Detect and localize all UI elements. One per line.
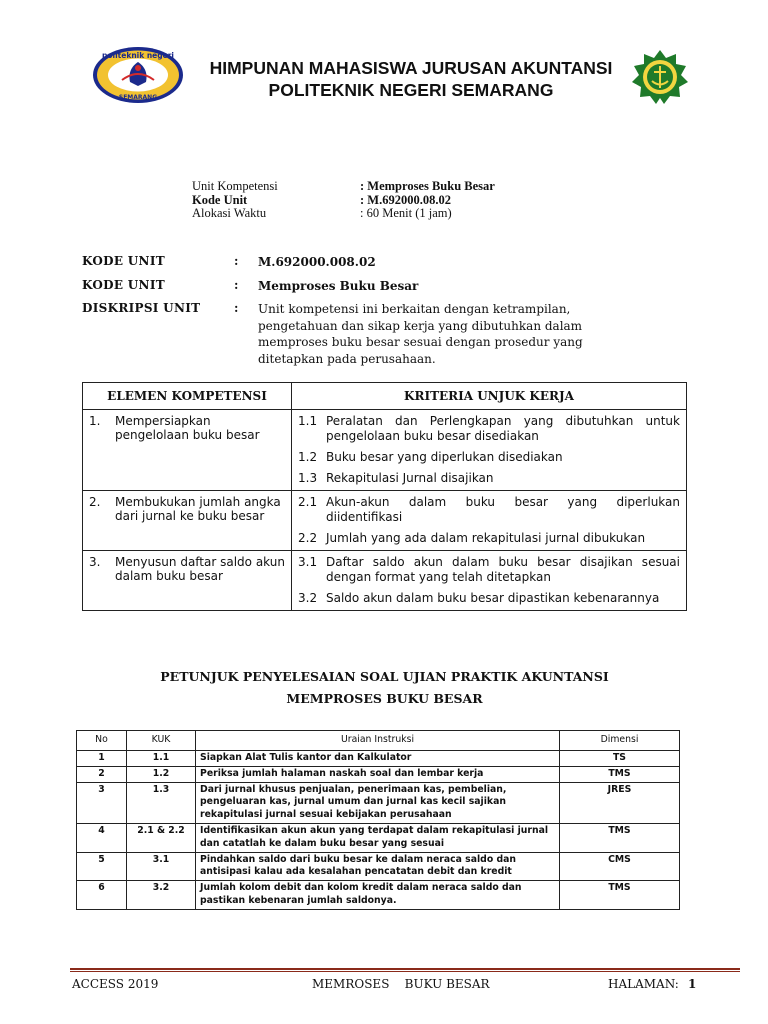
element-cell [83, 410, 292, 491]
unit-name-row [82, 278, 638, 295]
instruction-row [77, 852, 680, 881]
criteria-text: Buku besar yang diperlukan disediakan [326, 450, 563, 464]
instructions-title [82, 666, 687, 710]
instruction-dimension: CMS [560, 852, 680, 881]
instructions-title-line1: PETUNJUK PENYELESAIAN SOAL UJIAN PRAKTIK AKUNTANSI [160, 669, 609, 684]
instruction-text: Siapkan Alat Tulis kantor dan Kalkulator [196, 751, 560, 767]
instruction-dimension: TS [560, 751, 680, 767]
instruction-text: Identifikasikan akun akun yang terdapat dalam rekapitulasi jurnal dan catatlah ke dalam buku besar yang sesuai [196, 823, 560, 852]
instructions-title-line2: MEMPROSES BUKU BESAR [286, 691, 483, 706]
footer-page-label: HALAMAN: [608, 977, 679, 991]
unit-info-value: : 60 Menit (1 jam) [360, 206, 452, 220]
unit-detail [82, 254, 638, 374]
unit-info-value: : M.692000.08.02 [360, 192, 451, 207]
unit-info-row [192, 194, 495, 208]
element-cell [83, 491, 292, 551]
unit-description-row [82, 301, 638, 367]
header-kriteria-unjuk-kerja: KRITERIA UNJUK KERJA [292, 383, 687, 410]
criteria-number: 1.2 [298, 450, 318, 464]
criteria-item [298, 495, 680, 525]
instruction-kuk: 3.1 [127, 852, 196, 881]
unit-description-value: Unit kompetensi ini berkaitan dengan ketrampilan, pengetahuan dan sikap kerja yang dibutuhkan dalam memproses buku besar sesuai dengan prosedur yang ditetapkan pada perusahaan. [258, 302, 583, 366]
criteria-text: Daftar saldo akun dalam buku besar disajikan sesuai dengan format yang telah ditetapkan [326, 555, 680, 584]
instruction-row [77, 823, 680, 852]
element-cell [83, 551, 292, 611]
footer-center: MEMROSES BUKU BESAR [312, 977, 490, 991]
element-number: 2. [89, 495, 101, 509]
instruction-row [77, 881, 680, 910]
criteria-number: 2.1 [298, 495, 318, 509]
header-elemen-kompetensi: ELEMEN KOMPETENSI [83, 383, 292, 410]
footer-page-number: 1 [688, 977, 697, 991]
instruction-no: 2 [77, 766, 127, 782]
instruction-kuk: 1.1 [127, 751, 196, 767]
header-uraian: Uraian Instruksi [196, 731, 560, 751]
instruction-no: 1 [77, 751, 127, 767]
left-logo-top-text: politeknik negeri [102, 51, 174, 60]
instruction-dimension: TMS [560, 881, 680, 910]
instruction-text: Pindahkan saldo dari buku besar ke dalam neraca saldo dan antisipasi kalau ada kesalahan pencatatan debit dan kredit [196, 852, 560, 881]
criteria-number: 3.1 [298, 555, 318, 569]
competency-row [83, 491, 687, 551]
colon: : [234, 301, 239, 315]
colon: : [234, 277, 239, 292]
criteria-number: 2.2 [298, 531, 318, 545]
left-logo-bottom-text: SEMARANG [118, 94, 158, 101]
element-wrap [89, 414, 285, 442]
instruction-row [77, 782, 680, 823]
criteria-item [298, 555, 680, 585]
organization-title [196, 57, 626, 101]
element-number: 1. [89, 414, 101, 428]
criteria-item [298, 531, 680, 546]
hmja-logo [630, 48, 690, 106]
criteria-item [298, 414, 680, 444]
instruction-no: 6 [77, 881, 127, 910]
element-wrap [89, 495, 285, 523]
instruction-kuk: 1.2 [127, 766, 196, 782]
unit-info-label: Kode Unit [192, 192, 248, 207]
instruction-dimension: TMS [560, 823, 680, 852]
footer-rule [70, 968, 740, 970]
unit-info-label: Unit Kompetensi [192, 179, 278, 193]
criteria-cell [292, 410, 687, 491]
unit-code-value: M.692000.008.02 [258, 255, 376, 269]
unit-info-row [192, 180, 495, 194]
footer-rule-thin [70, 971, 740, 972]
instruction-text: Jumlah kolom debit dan kolom kredit dalam neraca saldo dan pastikan kebenaran jumlah saldonya. [196, 881, 560, 910]
unit-description-label: DISKRIPSI UNIT [82, 301, 201, 315]
criteria-text: Peralatan dan Perlengkapan yang dibutuhkan untuk pengelolaan buku besar disediakan [326, 414, 680, 443]
unit-code-row [82, 254, 638, 271]
criteria-text: Saldo akun dalam buku besar dipastikan kebenarannya [326, 591, 660, 605]
unit-name-value: Memproses Buku Besar [258, 278, 419, 293]
instruction-row [77, 766, 680, 782]
unit-info-block [192, 180, 495, 221]
criteria-number: 3.2 [298, 591, 318, 605]
criteria-text: Jumlah yang ada dalam rekapitulasi jurnal dibukukan [326, 531, 646, 545]
criteria-text: Akun-akun dalam buku besar yang diperlukan diidentifikasi [326, 495, 680, 524]
instruction-row [77, 751, 680, 767]
header-no: No [77, 731, 127, 751]
criteria-number: 1.1 [298, 414, 318, 428]
criteria-cell [292, 551, 687, 611]
footer-left: ACCESS 2019 [72, 977, 159, 991]
unit-name-label: KODE UNIT [82, 277, 165, 292]
criteria-item [298, 450, 680, 465]
instruction-text: Dari jurnal khusus penjualan, penerimaan kas, pembelian, pengeluaran kas, jurnal umum dan jurnal kas kecil sajikan rekapitulasi jurnal sesuai kebijakan perusahaan [196, 782, 560, 823]
criteria-number: 1.3 [298, 471, 318, 485]
unit-code-label: KODE UNIT [82, 254, 165, 268]
criteria-cell [292, 491, 687, 551]
instruction-kuk: 2.1 & 2.2 [127, 823, 196, 852]
instruction-no: 3 [77, 782, 127, 823]
instruction-kuk: 1.3 [127, 782, 196, 823]
element-text: Menyusun daftar saldo akun dalam buku besar [115, 555, 285, 583]
header-dimensi: Dimensi [560, 731, 680, 751]
polines-logo [92, 46, 184, 104]
element-wrap [89, 555, 285, 583]
unit-info-label: Alokasi Waktu [192, 206, 267, 220]
element-text: Membukukan jumlah angka dari jurnal ke buku besar [115, 495, 281, 523]
criteria-item [298, 591, 680, 606]
org-title-line2: POLITEKNIK NEGERI SEMARANG [268, 80, 554, 100]
element-text: Mempersiapkan pengelolaan buku besar [115, 414, 260, 442]
instruction-text: Periksa jumlah halaman naskah soal dan lembar kerja [196, 766, 560, 782]
criteria-item [298, 471, 680, 486]
instruction-no: 5 [77, 852, 127, 881]
unit-info-value: : Memproses Buku Besar [360, 179, 495, 193]
instructions-table [76, 730, 680, 910]
criteria-text: Rekapitulasi Jurnal disajikan [326, 471, 494, 485]
competency-table [82, 382, 687, 611]
colon: : [234, 254, 239, 268]
competency-row [83, 410, 687, 491]
unit-info-row [192, 207, 495, 221]
instruction-no: 4 [77, 823, 127, 852]
competency-row [83, 551, 687, 611]
instruction-kuk: 3.2 [127, 881, 196, 910]
instruction-dimension: TMS [560, 766, 680, 782]
instruction-dimension: JRES [560, 782, 680, 823]
header-kuk: KUK [127, 731, 196, 751]
element-number: 3. [89, 555, 101, 569]
org-title-line1: HIMPUNAN MAHASISWA JURUSAN AKUNTANSI [209, 58, 613, 78]
